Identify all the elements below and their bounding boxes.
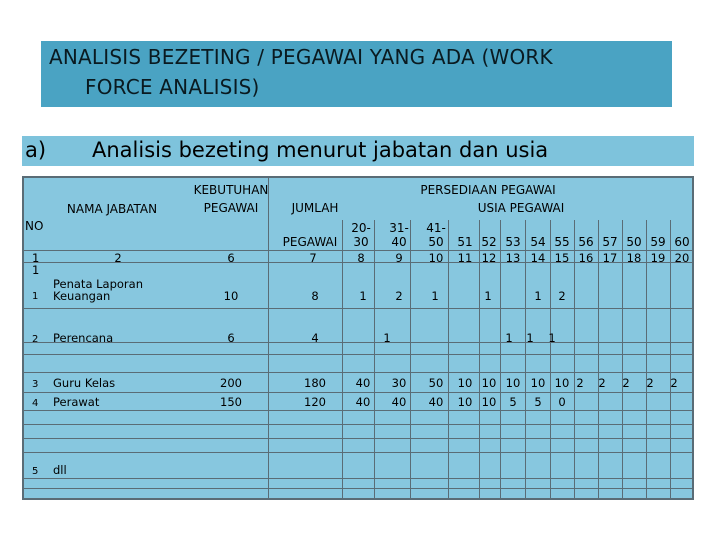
row-jumlah: 120 [304,395,326,409]
table-border-top [22,176,694,178]
colnum: 14 [530,251,546,265]
row-divider [22,452,694,453]
header-age: 52 [481,235,497,249]
row-nama: Perawat [53,395,100,409]
row-value: 10 [481,395,497,409]
colnum-no: 1 [32,251,40,265]
row-divider [22,392,694,393]
colnum: 17 [602,251,618,265]
row-divider [22,478,694,479]
row-value: 1 [359,289,367,303]
row-value: 1 [484,289,492,303]
colnum: 19 [650,251,666,265]
row-no: 1 [32,291,39,302]
header-age: 60 [674,235,690,249]
header-nama-jabatan: NAMA JABATAN [66,202,158,216]
row-value: 2 [622,376,630,390]
colnum: 18 [626,251,642,265]
row-value: 10 [457,376,473,390]
row-jumlah: 8 [311,289,319,303]
row-nama-line1: Penata Laporan [53,277,144,291]
table-border-bottom [22,498,694,500]
row-value: 30 [391,376,407,390]
header-jumlah: JUMLAH [291,201,339,215]
row-value: 40 [355,376,371,390]
header-age: 57 [602,235,618,249]
row-no: 2 [32,334,39,345]
row-value: 10 [530,376,546,390]
row-value: 10 [554,376,570,390]
row-value: 10 [457,395,473,409]
row-nama: dll [53,463,67,477]
colnum: 11 [457,251,473,265]
row-nama: Guru Kelas [53,376,116,390]
row-value: 2 [576,376,584,390]
header-age: 54 [530,235,546,249]
row-value: 2 [598,376,606,390]
row-divider [22,372,694,373]
title-line-1: ANALISIS BEZETING / PEGAWAI YANG ADA (WORK [49,45,553,69]
subheading-text: Analisis bezeting menurut jabatan dan usia [92,138,549,162]
header-age: 51 [457,235,473,249]
row-divider [22,308,694,309]
header-age: 55 [554,235,570,249]
row-kebutuhan: 200 [220,376,242,390]
row-nama: Perencana [53,331,114,345]
header-age: 53 [505,235,521,249]
header-age-30: 30 [353,235,369,249]
colnum: 16 [578,251,594,265]
row-divider [22,424,694,425]
header-persediaan: PERSEDIAAN PEGAWAI [420,183,556,197]
row-no: 4 [32,398,39,409]
header-no: NO [25,219,44,233]
header-kebutuhan-1: KEBUTUHAN [193,183,269,197]
subheading-bar [22,136,694,166]
title-banner [41,41,672,107]
header-age-40: 40 [391,235,407,249]
row-kebutuhan: 10 [223,289,239,303]
row-divider [22,438,694,439]
row-value: 2 [646,376,654,390]
colnum: 20 [674,251,690,265]
row-kebutuhan: 150 [220,395,242,409]
header-age-20: 20- [351,221,371,235]
colnum-jumlah: 7 [309,251,317,265]
row-value: 2 [670,376,678,390]
colnum-no-sub: 1 [32,263,40,277]
row-value: 40 [355,395,371,409]
colnum-nama: 2 [114,251,122,265]
row-divider [22,354,694,355]
row-value: 0 [558,395,566,409]
row-value: 1 [526,331,534,345]
header-age-41: 41- [426,221,446,235]
row-divider [22,410,694,411]
row-value: 50 [428,376,444,390]
row-value: 1 [534,289,542,303]
header-kebutuhan-2: PEGAWAI [203,201,259,215]
row-value: 40 [428,395,444,409]
row-no: 5 [32,466,39,477]
row-value: 5 [509,395,517,409]
row-divider [22,488,694,489]
row-value: 1 [548,331,556,345]
row-jumlah: 4 [311,331,319,345]
row-value: 10 [505,376,521,390]
row-value: 5 [534,395,542,409]
row-value: 2 [395,289,403,303]
row-no: 3 [32,379,39,390]
colnum-10: 10 [428,251,444,265]
row-divider [22,342,694,343]
row-jumlah: 180 [304,376,326,390]
row-value: 10 [481,376,497,390]
row-value: 1 [383,331,391,345]
header-usia-pegawai: USIA PEGAWAI [477,201,565,215]
colnum: 12 [481,251,497,265]
row-value: 2 [558,289,566,303]
colnum: 15 [554,251,570,265]
header-age: 59 [650,235,666,249]
row-value: 1 [431,289,439,303]
colnum-kebutuhan: 6 [227,251,235,265]
colnum: 13 [505,251,521,265]
row-nama-line2: Keuangan [53,289,111,303]
header-age-31: 31- [389,221,409,235]
header-age: 50 [626,235,642,249]
row-kebutuhan: 6 [227,331,235,345]
row-value: 1 [505,331,513,345]
header-pegawai: PEGAWAI [282,235,338,249]
subheading-label: a) [25,138,47,162]
bezeting-table [22,176,694,500]
row-value: 40 [391,395,407,409]
colnum-9: 9 [395,251,403,265]
title-line-2: FORCE ANALISIS) [85,75,260,99]
colnum-8: 8 [357,251,365,265]
header-age-50: 50 [428,235,444,249]
header-age: 56 [578,235,594,249]
